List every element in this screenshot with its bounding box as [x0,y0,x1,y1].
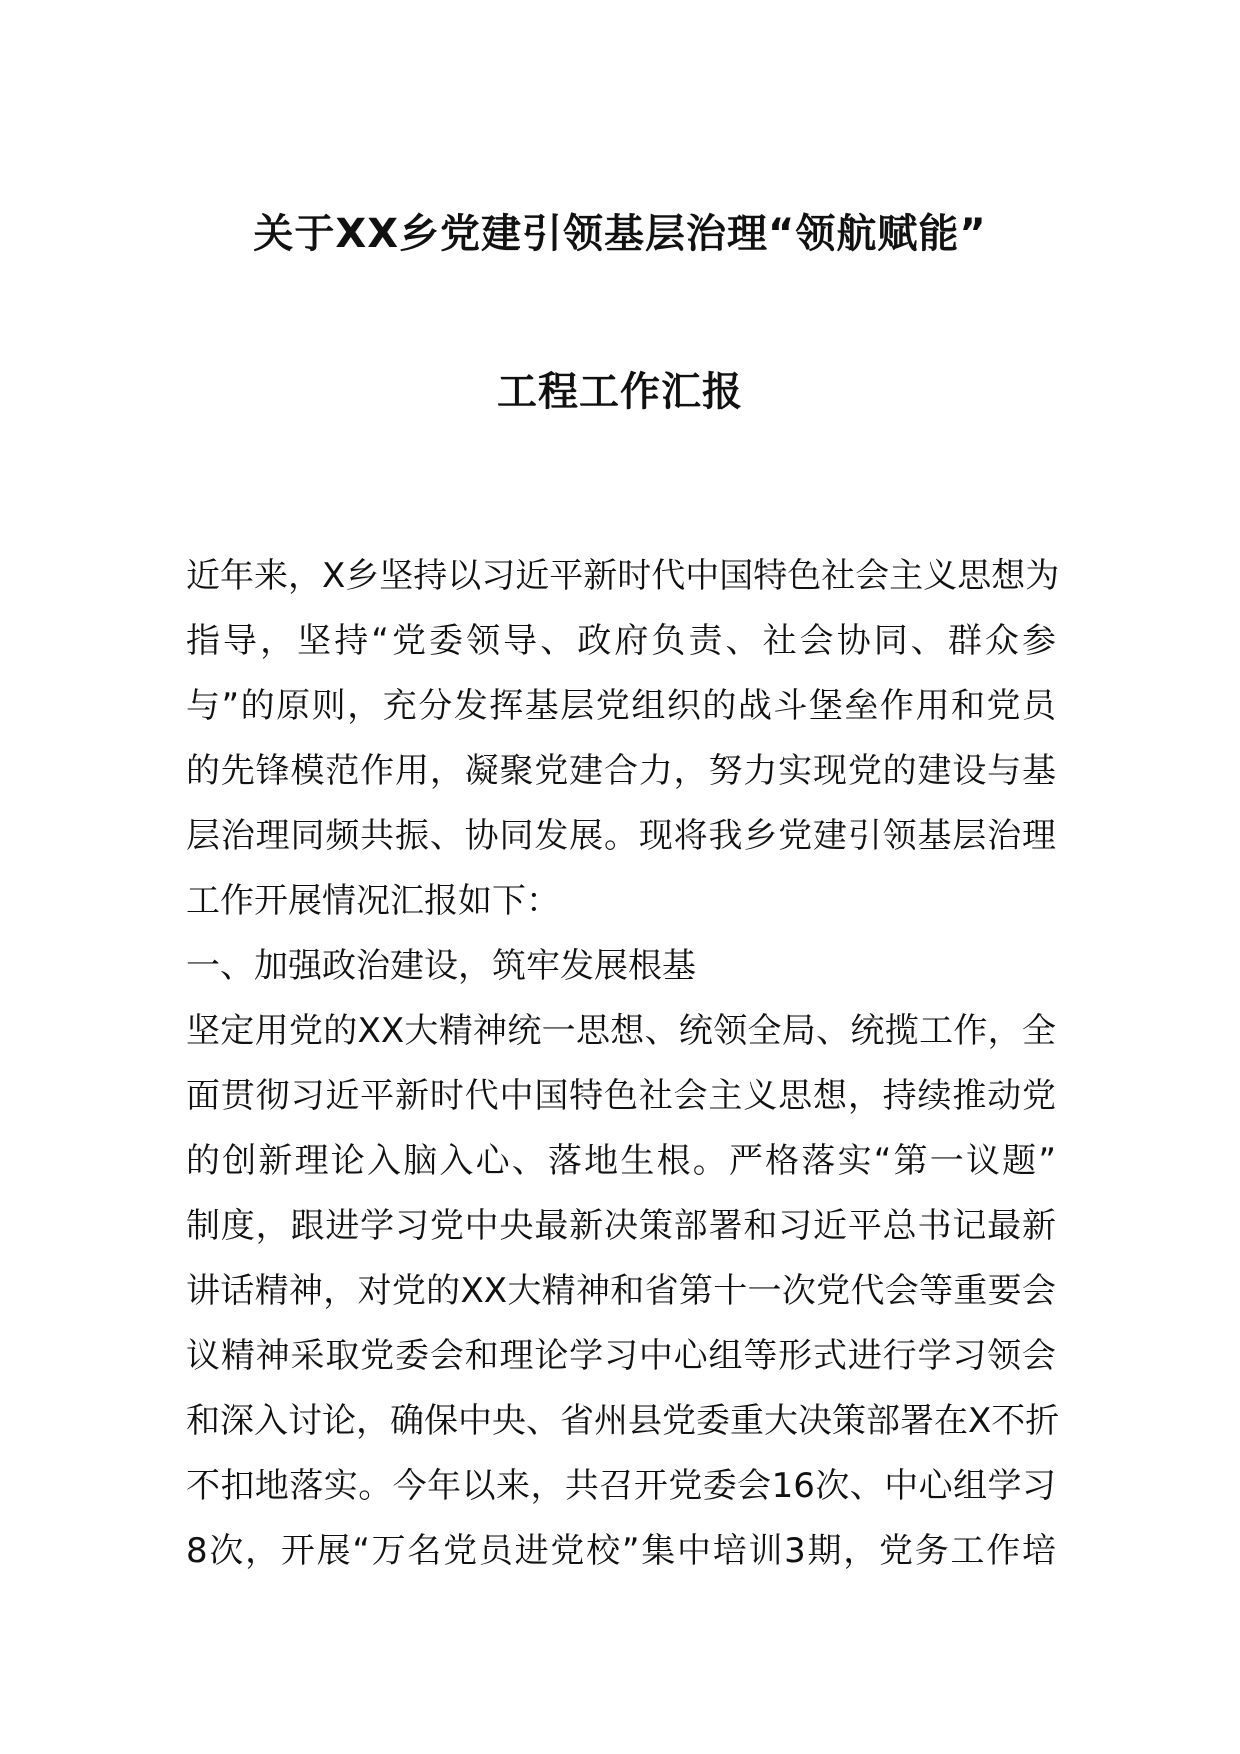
intro-line: 与”的原则，充分发挥基层党组织的战斗堡垒作用和党员 [186,686,1056,726]
section-1-line: 制度，跟进学习党中央最新决策部署和习近平总书记最新 [186,1206,1056,1246]
intro-line: 的先锋模范作用，凝聚党建合力，努力实现党的建设与基 [186,751,1056,791]
section-1-line: 面贯彻习近平新时代中国特色社会主义思想，持续推动党 [186,1076,1056,1116]
document-title-line-1: 关于XX乡党建引领基层治理“领航赋能” [253,211,987,257]
section-1-line: 不扣地落实。今年以来，共召开党委会16次、中心组学习 [186,1466,1056,1506]
document-title-line-2: 工程工作汇报 [497,369,743,415]
section-1-line: 讲话精神，对党的XX大精神和省第十一次党代会等重要会 [186,1271,1056,1311]
section-1-line: 的创新理论入脑入心、落地生根。严格落实“第一议题” [186,1141,1056,1181]
section-1-line: 和深入讨论，确保中央、省州县党委重大决策部署在X不折 [186,1401,1060,1441]
document-body [186,544,1060,1584]
section-1-line: 坚定用党的XX大精神统一思想、统领全局、统揽工作，全 [186,1011,1056,1051]
intro-line: 层治理同频共振、协同发展。现将我乡党建引领基层治理 [186,816,1056,856]
intro-line: 指导，坚持“党委领导、政府负责、社会协同、群众参 [186,621,1056,661]
section-1-line: 8次，开展“万名党员进党校”集中培训3期，党务工作培 [186,1531,1056,1571]
section-1-heading: 一、加强政治建设，筑牢发展根基 [186,946,696,986]
section-1-line: 议精神采取党委会和理论学习中心组等形式进行学习领会 [186,1336,1056,1376]
intro-line: 近年来，X乡坚持以习近平新时代中国特色社会主义思想为 [186,556,1060,596]
intro-line: 工作开展情况汇报如下： [186,881,560,921]
